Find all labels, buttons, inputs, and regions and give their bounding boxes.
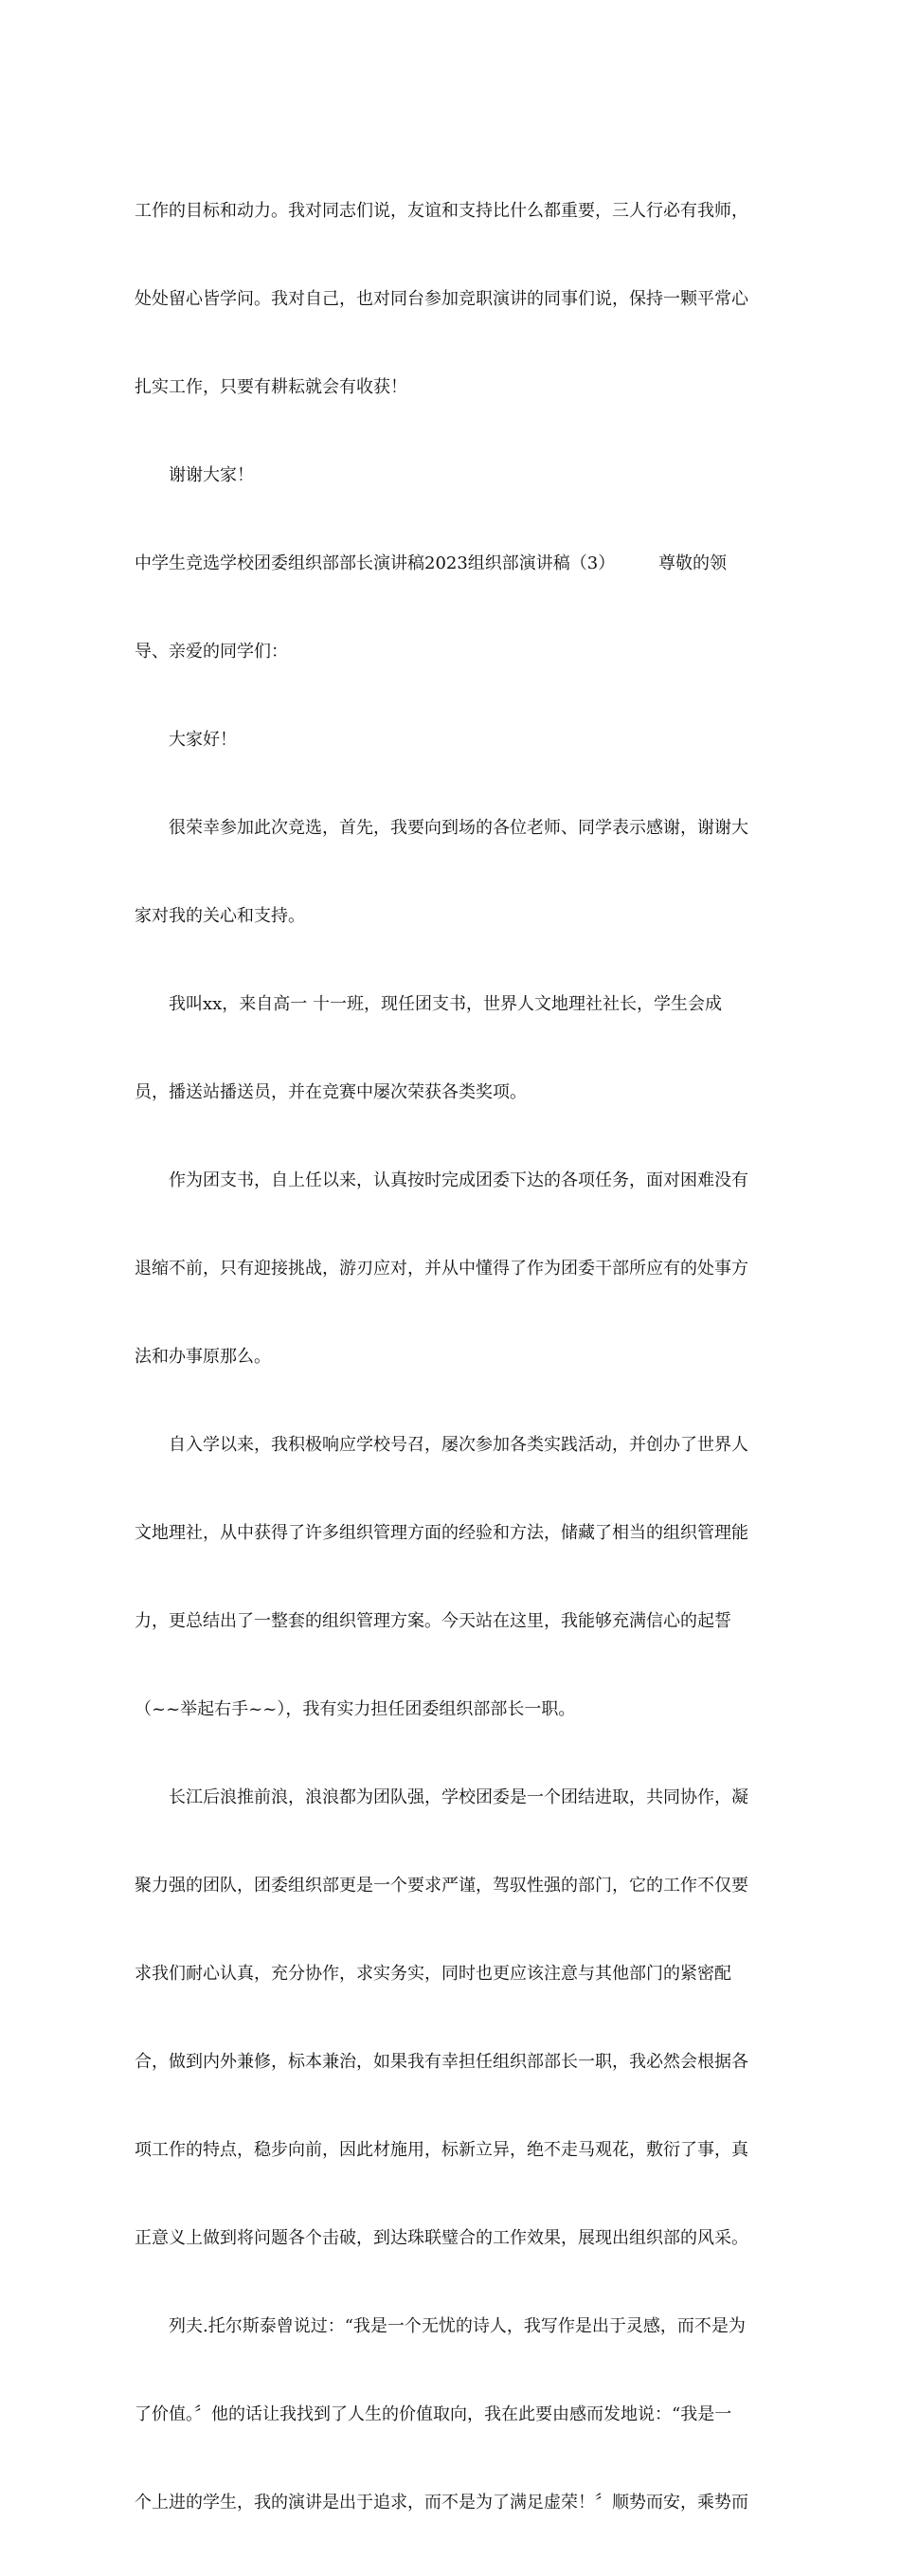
text-line: 员，播送站播送员，并在竞赛中屡次荣获各类奖项。	[135, 1082, 527, 1102]
text-line: 聚力强的团队，团委组织部更是一个要求严谨，驾驭性强的部门，它的工作不仅要	[135, 1876, 748, 1896]
document-body	[135, 137, 769, 2576]
text-line: 很荣幸参加此次竞选，首先，我要向到场的各位老师、同学表示感谢，谢谢大	[169, 818, 748, 838]
text-line: 作为团支书，自上任以来，认真按时完成团委下达的各项任务，面对困难没有	[169, 1170, 748, 1190]
text-line: 力，更总结出了一整套的组织管理方案。今天站在这里，我能够充满信心的起誓	[135, 1611, 731, 1631]
text-line: 处处留心皆学问。我对自己，也对同台参加竞职演讲的同事们说，保持一颗平常心	[135, 289, 748, 309]
text-line: 列夫.托尔斯泰曾说过：“我是一个无忧的诗人，我写作是出于灵感，而不是为	[169, 2316, 746, 2336]
text-line: 大家好！	[169, 730, 237, 750]
text-line: 法和办事原那么。	[135, 1347, 271, 1367]
text-line: 自入学以来，我积极响应学校号召，屡次参加各类实践活动，并创办了世界人	[169, 1435, 748, 1455]
text-line: 求我们耐心认真，充分协作，求实务实，同时也更应该注意与其他部门的紧密配	[135, 1964, 731, 1984]
text-line: 工作的目标和动力。我对同志们说，友谊和支持比什么都重要，三人行必有我师，	[135, 201, 748, 221]
text-line: 退缩不前，只有迎接挑战，游刃应对，并从中懂得了作为团委干部所应有的处事方	[135, 1259, 748, 1279]
text-line: 文地理社，从中获得了许多组织管理方面的经验和方法，储藏了相当的组织管理能	[135, 1523, 748, 1543]
text-line: 家对我的关心和支持。	[135, 906, 305, 926]
text-line: （~~举起右手~~），我有实力担任团委组织部部长一职。	[135, 1699, 576, 1719]
text-line: 扎实工作，只要有耕耘就会有收获！	[135, 377, 407, 397]
text-line: 项工作的特点，稳步向前，因此材施用，标新立异，绝不走马观花，敷衍了事，真	[135, 2140, 748, 2160]
text-line: 合，做到内外兼修，标本兼治，如果我有幸担任组织部部长一职，我必然会根据各	[135, 2052, 748, 2072]
text-line: 个上进的学生，我的演讲是出于追求，而不是为了满足虚荣！〞顺势而安，乘势而	[135, 2493, 748, 2513]
text-line: 导、亲爱的同学们：	[135, 642, 288, 662]
text-line: 长江后浪推前浪，浪浪都为团队强，学校团委是一个团结进取，共同协作，凝	[169, 1787, 748, 1807]
text-line: 我叫xx，来自高一 十一班，现任团支书，世界人文地理社社长，学生会成	[169, 994, 723, 1014]
text-line: 谢谢大家！	[169, 465, 254, 485]
text-line: 了价值。〞他的话让我找到了人生的价值取向，我在此要由感而发地说：“我是一	[135, 2404, 732, 2424]
text-line: 正意义上做到将问题各个击破，到达珠联璧合的工作效果，展现出组织部的风采。	[135, 2228, 748, 2248]
section-heading: 中学生竞选学校团委组织部部长演讲稿2023组织部演讲稿（3） 尊敬的领	[135, 553, 728, 573]
